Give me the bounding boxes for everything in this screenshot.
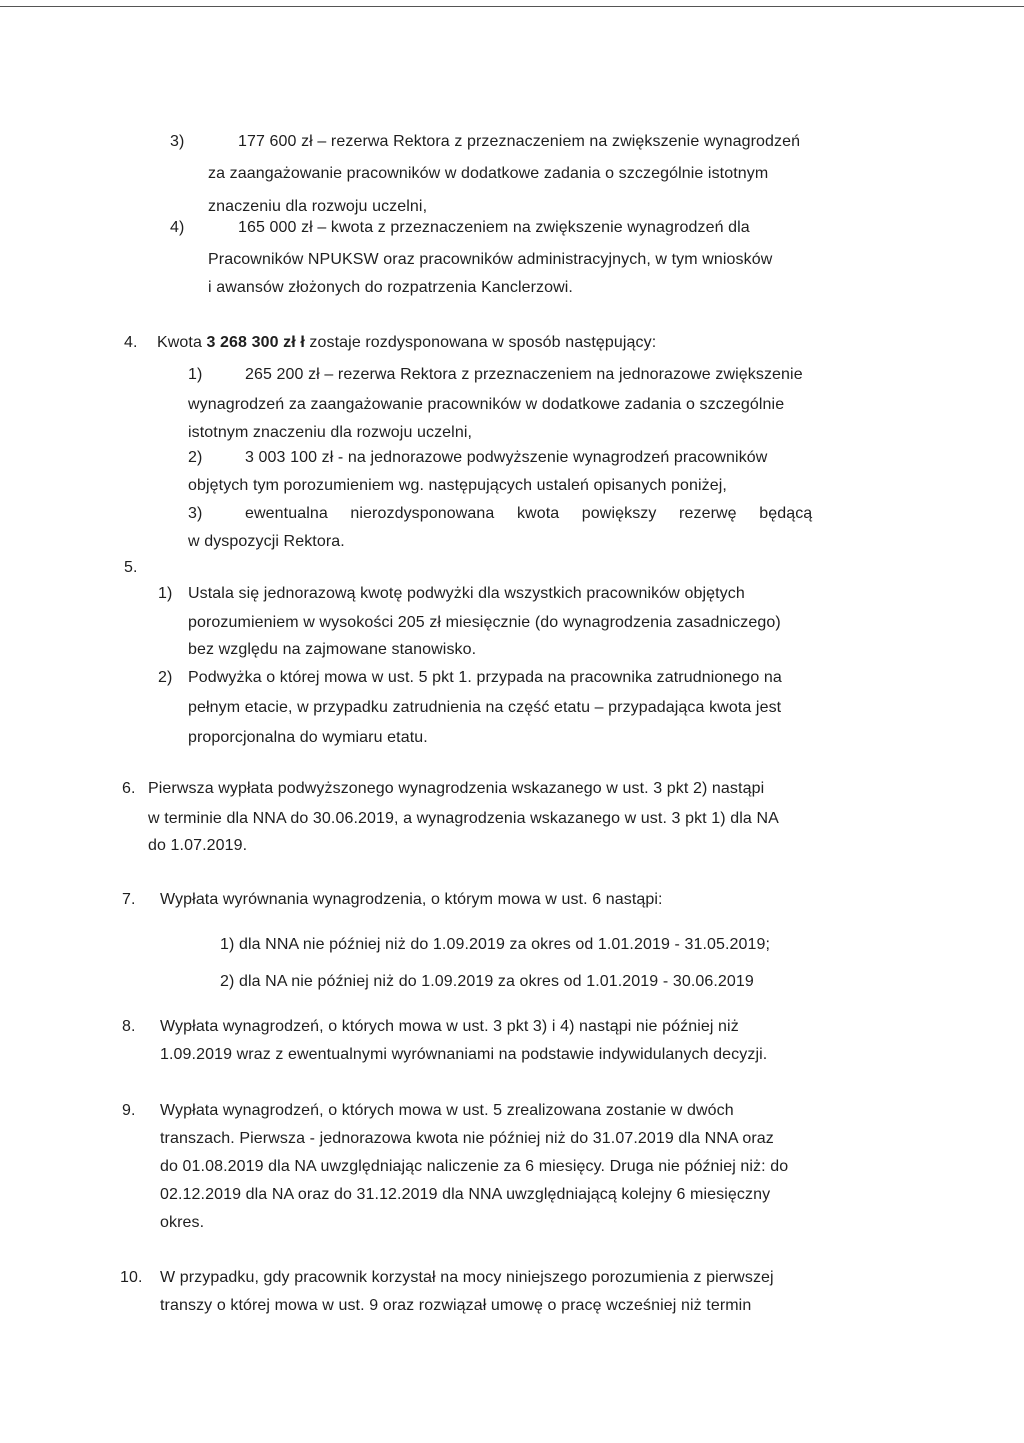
paragraph-line: Wypłata wynagrodzeń, o których mowa w ust. 3 pkt 3) i 4) nastąpi nie później niż bbox=[160, 1018, 739, 1035]
paragraph-line: Wypłata wyrównania wynagrodzenia, o którym mowa w ust. 6 nastąpi: bbox=[160, 891, 663, 908]
item-line: znaczeniu dla rozwoju uczelni, bbox=[208, 198, 428, 215]
item-number: 1) bbox=[188, 366, 203, 383]
paragraph-line: Pierwsza wypłata podwyższonego wynagrodzenia wskazanego w ust. 3 pkt 2) nastąpi bbox=[148, 780, 765, 797]
amount-bold: 3 268 300 zł ł bbox=[206, 334, 305, 351]
paragraph-line: transzach. Pierwsza - jednorazowa kwota nie później niż do 31.07.2019 dla NNA oraz bbox=[160, 1130, 774, 1147]
text-fragment: zostaje rozdysponowana w sposób następujący: bbox=[304, 334, 657, 351]
item-number: 1) bbox=[158, 585, 173, 602]
item-line: 265 200 zł – rezerwa Rektora z przeznaczeniem na jednorazowe zwiększenie bbox=[245, 366, 803, 383]
item-line: Ustala się jednorazową kwotę podwyżki dla wszystkich pracowników objętych bbox=[188, 585, 745, 602]
item-number: 2) bbox=[158, 669, 173, 686]
item-line: Podwyżka o której mowa w ust. 5 pkt 1. przypada na pracownika zatrudnionego na bbox=[188, 669, 782, 686]
item-line: proporcjonalna do wymiaru etatu. bbox=[188, 729, 428, 746]
paragraph-line: do 01.08.2019 dla NA uwzględniając naliczenie za 6 miesięcy. Druga nie później niż: do bbox=[160, 1158, 789, 1175]
paragraph-line: Wypłata wynagrodzeń, o których mowa w ust. 5 zrealizowana zostanie w dwóch bbox=[160, 1102, 734, 1119]
paragraph-number: 4. bbox=[124, 334, 138, 351]
item-line: 165 000 zł – kwota z przeznaczeniem na zwiększenie wynagrodzeń dla bbox=[238, 219, 750, 236]
list-item: 1) dla NNA nie później niż do 1.09.2019 za okres od 1.01.2019 - 31.05.2019; bbox=[220, 936, 771, 953]
paragraph-number: 9. bbox=[122, 1102, 136, 1119]
paragraph-line: 1.09.2019 wraz z ewentualnymi wyrównaniami na podstawie indywidulanych decyzji. bbox=[160, 1046, 768, 1063]
top-border-line bbox=[0, 6, 1024, 7]
paragraph-line: okres. bbox=[160, 1214, 205, 1231]
item-number: 4) bbox=[170, 219, 185, 236]
item-number: 2) bbox=[188, 449, 203, 466]
item-line: za zaangażowanie pracowników w dodatkowe zadania o szczególnie istotnym bbox=[208, 165, 769, 182]
paragraph-number: 5. bbox=[124, 559, 138, 576]
text-fragment: Kwota bbox=[157, 334, 207, 351]
item-line: pełnym etacie, w przypadku zatrudnienia na część etatu – przypadająca kwota jest bbox=[188, 699, 782, 716]
item-line: 177 600 zł – rezerwa Rektora z przeznaczeniem na zwiększenie wynagrodzeń bbox=[238, 133, 801, 150]
item-line: wynagrodzeń za zaangażowanie pracowników w dodatkowe zadania o szczególnie bbox=[188, 396, 785, 413]
item-line: bez względu na zajmowane stanowisko. bbox=[188, 641, 477, 658]
paragraph-number: 8. bbox=[122, 1018, 136, 1035]
item-number: 3) bbox=[188, 505, 203, 522]
item-line: porozumieniem w wysokości 205 zł miesięcznie (do wynagrodzenia zasadniczego) bbox=[188, 614, 781, 631]
item-line: 3 003 100 zł - na jednorazowe podwyższenie wynagrodzeń pracowników bbox=[245, 449, 768, 466]
list-item: 2) dla NA nie później niż do 1.09.2019 za okres od 1.01.2019 - 30.06.2019 bbox=[220, 973, 754, 990]
item-line: Pracowników NPUKSW oraz pracowników administracyjnych, w tym wniosków bbox=[208, 251, 773, 268]
item-line: i awansów złożonych do rozpatrzenia Kanclerzowi. bbox=[208, 279, 573, 296]
item-line: istotnym znaczeniu dla rozwoju uczelni, bbox=[188, 424, 473, 441]
paragraph-line bbox=[157, 333, 656, 353]
paragraph-number: 7. bbox=[122, 891, 136, 908]
paragraph-line: W przypadku, gdy pracownik korzystał na mocy niniejszego porozumienia z pierwszej bbox=[160, 1269, 774, 1286]
paragraph-number: 10. bbox=[120, 1269, 143, 1286]
item-line: ewentualna nierozdysponowana kwota powiększy rezerwę będącą bbox=[245, 505, 813, 522]
paragraph-number: 6. bbox=[122, 780, 136, 797]
paragraph-line: 02.12.2019 dla NA oraz do 31.12.2019 dla NNA uwzględniającą kolejny 6 miesięczny bbox=[160, 1186, 771, 1203]
paragraph-line: w terminie dla NNA do 30.06.2019, a wynagrodzenia wskazanego w ust. 3 pkt 1) dla NA bbox=[148, 810, 779, 827]
item-line: w dyspozycji Rektora. bbox=[188, 533, 345, 550]
item-line: objętych tym porozumieniem wg. następujących ustaleń opisanych poniżej, bbox=[188, 477, 727, 494]
item-number: 3) bbox=[170, 133, 185, 150]
paragraph-line: transzy o której mowa w ust. 9 oraz rozwiązał umowę o pracę wcześniej niż termin bbox=[160, 1297, 752, 1314]
paragraph-line: do 1.07.2019. bbox=[148, 837, 248, 854]
